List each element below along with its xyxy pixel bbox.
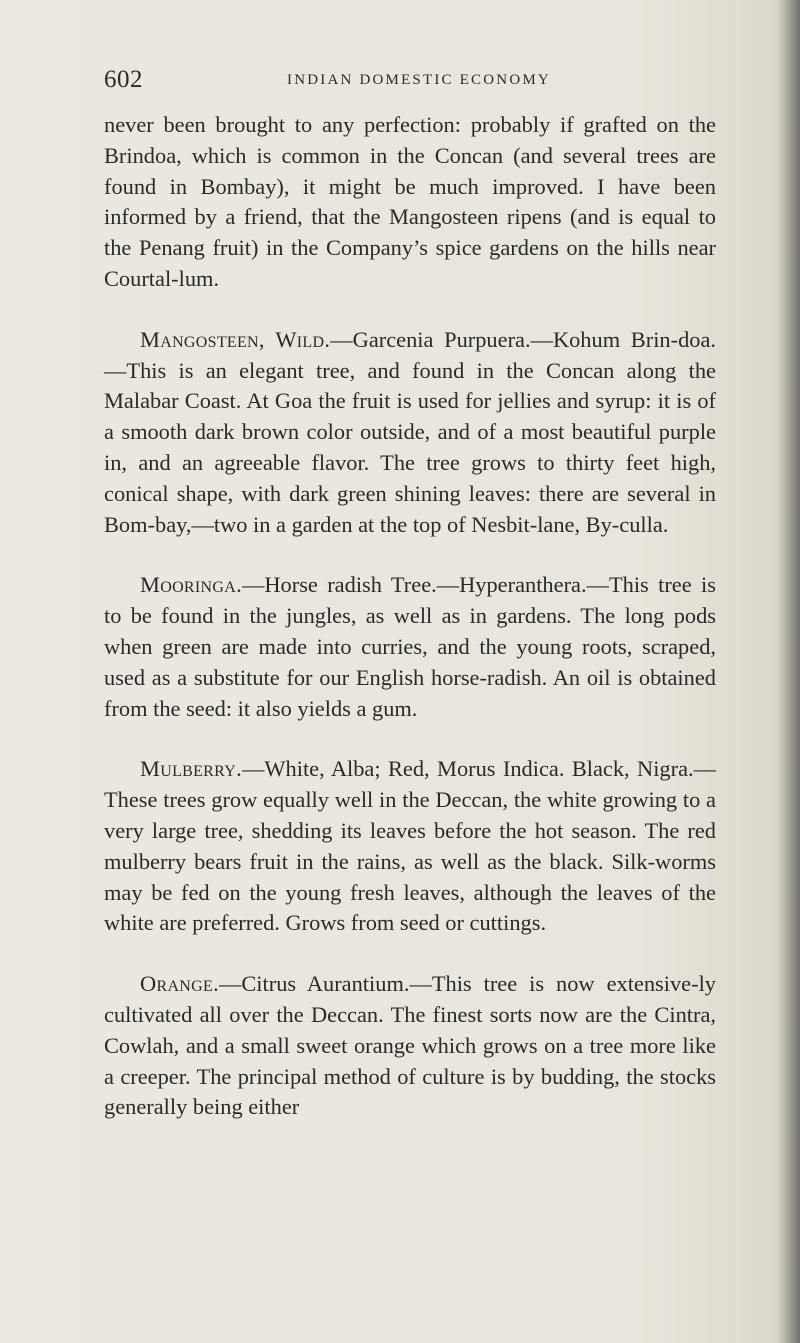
entry-mulberry bbox=[104, 754, 716, 939]
entry-term: Mangosteen, Wild. bbox=[140, 326, 331, 352]
body-text bbox=[104, 110, 716, 1123]
entry-text: —Horse radish Tree.—Hyperanthera.—This tree is to be found in the jungles, as well as in gardens. The long pods when green are made into curries, and the young roots, scraped, used as a substitute for our English horse-radish. An oil is obtained from the seed: it also yields a gum. bbox=[104, 572, 716, 721]
page-edge-shadow bbox=[778, 0, 800, 1343]
running-head: INDIAN DOMESTIC ECONOMY bbox=[287, 72, 551, 88]
entry-term: Orange. bbox=[140, 971, 219, 997]
entry-orange bbox=[104, 969, 716, 1123]
entry-term: Mulberry. bbox=[140, 756, 242, 782]
entry-text: —Citrus Aurantium.—This tree is now extensive-ly cultivated all over the Deccan. The finest sorts now are the Cintra, Cowlah, and a small sweet orange which grows on a tree more like a creeper. The principal method of culture is by budding, the stocks generally being either bbox=[104, 971, 716, 1120]
entry-text: —Garcenia Purpuera.—Kohum Brin-doa.—This is an elegant tree, and found in the Concan along the Malabar Coast. At Goa the fruit is used for jellies and syrup: it is of a smooth dark brown color outside, and of a most beautiful purple in, and an agreeable flavor. The tree grows to thirty feet high, conical shape, with dark green shining leaves: there are several in Bom-bay,—two in a garden at the top of Nesbit-lane, By-culla. bbox=[104, 326, 716, 537]
paragraph-text: never been brought to any perfection: probably if grafted on the Brindoa, which is common in the Concan (and several trees are found in Bombay), it might be much improved. I have been informed by a friend, that the Mangosteen ripens (and is equal to the Penang fruit) in the Company’s spice gardens on the hills near Courtal-lum. bbox=[104, 112, 716, 291]
paragraph-continuation bbox=[104, 110, 716, 295]
entry-mooringa bbox=[104, 570, 716, 724]
page-header bbox=[104, 66, 720, 96]
entry-term: Mooringa. bbox=[140, 572, 242, 598]
entry-mangosteen-wild bbox=[104, 325, 716, 541]
page-number: 602 bbox=[104, 66, 143, 93]
entry-text: —White, Alba; Red, Morus Indica. Black, Nigra.—These trees grow equally well in the Deccan, the white growing to a very large tree, shedding its leaves before the hot season. The red mulberry bears fruit in the rains, as well as the black. Silk-worms may be fed on the young fresh leaves, although the leaves of the white are preferred. Grows from seed or cuttings. bbox=[104, 756, 716, 936]
